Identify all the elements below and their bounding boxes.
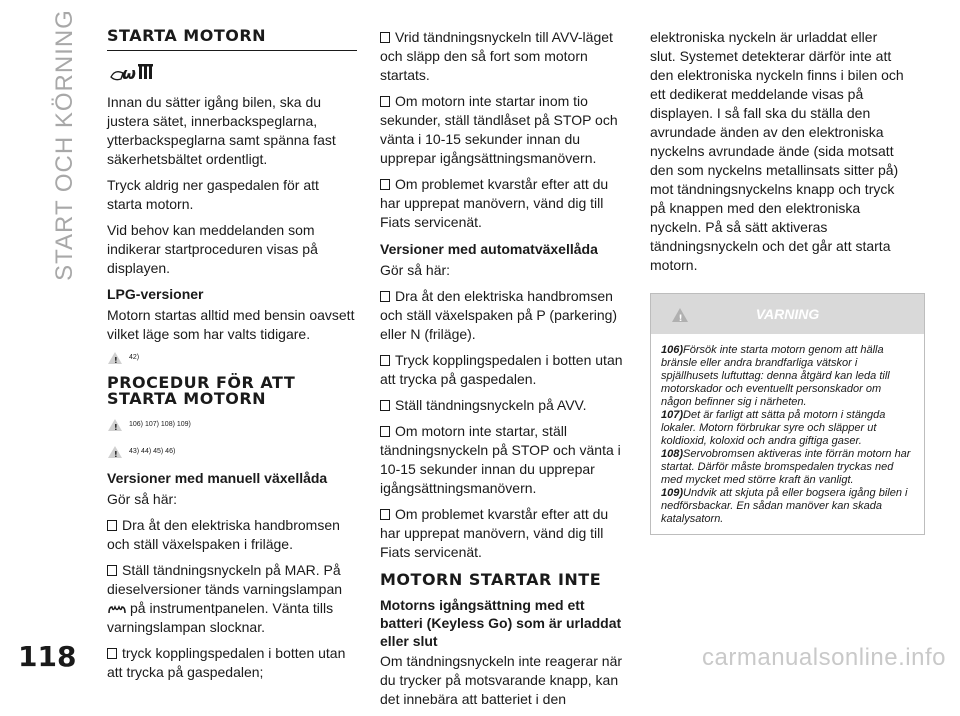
svg-text:!: ! [114,355,118,365]
warning-header [651,294,924,334]
auto-intro: Gör så här: [380,262,451,278]
heading-automatvaxellada: Versioner med automatväxellåda [380,241,598,257]
list-item: Tryck kopplingspedalen i botten utan att trycka på gaspedalen. [380,352,623,387]
list-item: Om motorn inte startar, ställ tändningsnyckeln på STOP och vänta i 10-15 sekunder innan du upprepar igångsättningsmanövern. [380,423,621,496]
checkbox-bullet-icon [380,96,390,107]
warning-triangle-icon [107,351,123,365]
heading-motorn-startar-inte: MOTORN STARTAR INTE [380,570,602,589]
checkbox-bullet-icon [107,520,117,531]
intro-paragraph-2: Tryck aldrig ner gaspedalen för att starta motorn. [107,177,319,212]
list-item: Om motorn inte startar inom tio sekunder, ställ tändlåset på STOP och vänta i 10-15 sekunder innan du upprepar igångsättningsmanövern. [380,93,618,166]
column-1 [107,28,357,689]
watermark: carmanualsonline.info [702,644,946,671]
warning-item: 109)Undvik att skjuta på eller bogsera igång bilen i nedförsbackar. En sådan manöver kan skada katalysatorn. [661,487,908,525]
list-item: Vrid tändningsnyckeln till AVV-läget och släpp den så fort som motorn startats. [380,29,613,83]
warning-item: 107)Det är farligt att sätta på motorn i stängda lokaler. Motorn förbrukar syre och släpper ut koldioxid, koloxid och andra giftiga gaser. [661,409,886,447]
manual-intro: Gör så här: [107,491,178,507]
keyless-text-continued: elektroniska nyckeln är urladdat eller slut. Systemet detekterar därför inte att den elektroniska nyckeln finns i bilen och ett dedikerat meddelande visas på displayen. I så fall ska du ställa den avrundade änden av den elektroniska nyckelns avrundade ände (sida motsatt den som nyckelns metallinsats sitter på) mot tändningsnyckelns knapp och tryck på knappen med den elektroniska nyckeln. På så sätt aktiveras tändningsnyckeln och det går att starta motorn. [650,29,904,273]
keyless-text: Om tändningsnyckeln inte reagerar när du trycker på motsvarande knapp, kan det innebära att batteriet i den [380,653,623,707]
checkbox-bullet-icon [380,426,390,437]
heading-keyless-go: Motorns igångsättning med ett batteri (Keyless Go) som är urladdat eller slut [380,597,622,649]
list-item: Ställ tändningsnyckeln på MAR. På dieselversioner tänds varningslampan på instrumentpanelen. Vänta tills varningslampan slocknar. [107,562,343,635]
checkbox-bullet-icon [380,355,390,366]
list-item: Om problemet kvarstår efter att du har upprepat manövern, vänd dig till Fiats servicenät. [380,506,609,560]
reference-42: ! 42) [107,348,357,367]
checkbox-bullet-icon [107,565,117,576]
heading-starta-motorn: STARTA MOTORN [107,28,357,51]
heading-procedur: PROCEDUR FÖR ATT STARTA MOTORN [107,373,296,408]
page-number: 118 [18,640,77,673]
svg-text:!: ! [114,449,118,459]
list-item: Ställ tändningsnyckeln på AVV. [380,396,630,415]
lpg-logo-icon [109,61,157,83]
column-2 [380,28,630,716]
heading-lpg: LPG-versioner [107,286,204,302]
reference-43-46: ! 43) 44) 45) 46) [107,442,357,461]
warning-item: 106)Försök inte starta motorn genom att hälla bränsle eller andra brandfarliga vätskor i spjällhusets luftuttag: denna åtgärd kan leda till motorskador och eventuellt personskador om någon befinner sig i närheten. [661,344,890,408]
checkbox-bullet-icon [380,32,390,43]
svg-text:!: ! [678,314,683,323]
warning-body [651,334,924,534]
intro-paragraph-3: Vid behov kan meddelanden som indikerar startproceduren visas på displayen. [107,222,318,276]
caution-triangle-icon [107,445,123,459]
warning-triangle-icon [107,418,123,432]
list-item: Dra åt den elektriska handbromsen och ställ växelspaken i friläge. [107,517,340,552]
warning-box [650,293,925,535]
section-side-title: START OCH KÖRNING [51,9,79,281]
list-item: tryck kopplingspedalen i botten utan att trycka på gaspedalen; [107,645,346,680]
lpg-text: Motorn startas alltid med bensin oavsett vilket läge som har valts tidigare. [107,307,355,342]
warning-triangle-icon [671,307,689,323]
list-item: Dra åt den elektriska handbromsen och ställ växelspaken på P (parkering) eller N (friläge). [380,288,618,342]
glow-plug-icon [107,604,127,616]
checkbox-bullet-icon [380,400,390,411]
list-item: Om problemet kvarstår efter att du har upprepat manövern, vänd dig till Fiats servicenät. [380,176,609,230]
svg-text:ω: ω [122,64,136,83]
checkbox-bullet-icon [107,648,117,659]
heading-manuell-vaxellada: Versioner med manuell växellåda [107,470,328,486]
reference-106-109: ! 106) 107) 108) 109) [107,415,357,434]
checkbox-bullet-icon [380,291,390,302]
column-3 [650,28,925,535]
svg-text:!: ! [114,422,118,432]
warning-item: 108)Servobromsen aktiveras inte förrän motorn har startat. Därför måste bromspedalen tryckas ned med mycket med större kraft än vanligt. [661,448,911,486]
checkbox-bullet-icon [380,509,390,520]
checkbox-bullet-icon [380,179,390,190]
warning-title: VARNING [755,305,820,322]
intro-paragraph-1: Innan du sätter igång bilen, ska du justera sätet, innerbackspeglarna, ytterbackspeglarna samt spänna fast säkerhetsbältet ordentligt. [107,94,336,167]
